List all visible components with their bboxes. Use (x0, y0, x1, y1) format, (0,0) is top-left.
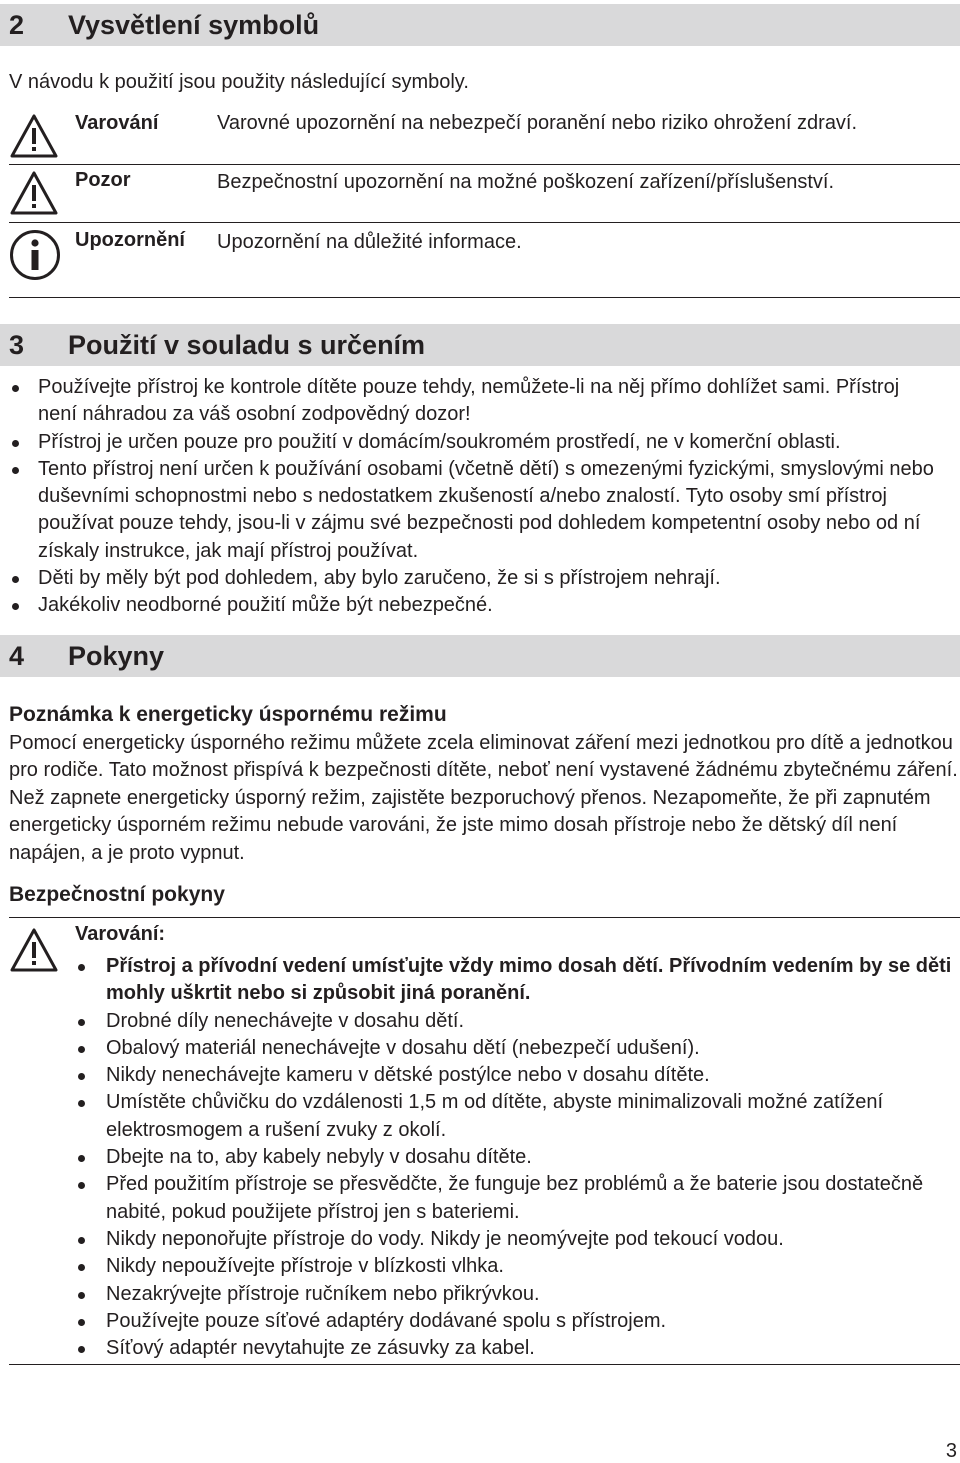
list-item: Přístroj je určen pouze pro použití v domácím/soukromém prostředí, ne v komerční oblasti. (9, 429, 939, 456)
list-item: Děti by měly být pod dohledem, aby bylo zaručeno, že si s přístrojem nehrají. (9, 565, 939, 592)
warning-label: Varování: (75, 923, 166, 945)
section-number: 3 (9, 329, 25, 360)
energy-mode-text: Pomocí energeticky úsporného režimu můžete zcela eliminovat záření mezi jednotkou pro dítě a jednotkou pro rodiče. Tato možnost přispívá k bezpečnosti dítěte, neboť není vystavené žádnému zbytečnému záření. Než zapnete energeticky úsporný režim, zajistěte bezporuchový přenos. Nezapomeňte, že při zapnutém energeticky úsporném režimu nebude varováni, že jste mimo dosah přístroje nebo že dětský díl není napájen, a je proto vypnut. (9, 732, 958, 864)
symbols-intro: V návodu k použití jsou použity následující symboly. (9, 71, 469, 93)
info-circle-icon (9, 229, 61, 281)
list-item: Tento přístroj není určen k používání osobami (včetně dětí) s omezenými fyzickými, smyslovými nebo duševními schopnostmi nebo s nedostatkem zkušeností a/nebo znalostí. Tyto osoby smí přístroj používat pouze tehdy, jsou-li v zájmu své bezpečnosti pod dohledem kompetentní osoby nebo od ní získaly instrukce, jak mají přístroj používat. (9, 456, 939, 565)
page-number: 3 (945, 1440, 957, 1462)
divider (9, 297, 960, 298)
symbol-row-warning (0, 108, 960, 166)
list-item: Nezakrývejte přístroje ručníkem nebo přikrývkou. (75, 1281, 960, 1308)
section-2-header (0, 4, 960, 46)
section-number: 4 (9, 640, 25, 671)
warning-triangle-icon (9, 927, 59, 973)
list-item: Drobné díly nenechávejte v dosahu dětí. (75, 1008, 960, 1035)
list-item: Přístroj a přívodní vedení umísťujte vždy mimo dosah dětí. Přívodním vedením by se děti mohly uškrtit nebo si způsobit jiná poranění. (75, 953, 960, 1008)
section-title: Vysvětlení symbolů (68, 9, 320, 40)
symbol-description: Bezpečnostní upozornění na možné poškození zařízení/příslušenství. (217, 171, 835, 193)
symbol-label: Upozornění (75, 229, 185, 251)
list-item: Dbejte na to, aby kabely nebyly v dosahu dítěte. (75, 1144, 960, 1171)
warning-triangle-icon (9, 170, 59, 216)
intended-use-list (9, 374, 939, 620)
safety-heading: Bezpečnostní pokyny (9, 883, 225, 906)
divider (9, 1364, 960, 1365)
list-item: Síťový adaptér nevytahujte ze zásuvky za kabel. (75, 1335, 960, 1362)
energy-mode-heading: Poznámka k energeticky úspornému režimu (9, 703, 447, 726)
list-item: Používejte pouze síťové adaptéry dodávané spolu s přístrojem. (75, 1308, 960, 1335)
symbol-label: Pozor (75, 169, 131, 191)
divider (9, 222, 960, 223)
section-number: 2 (9, 9, 25, 40)
symbol-row-notice (0, 225, 960, 283)
list-item: Nikdy neponořujte přístroje do vody. Nikdy je neomývejte pod tekoucí vodou. (75, 1226, 960, 1253)
list-item: Před použitím přístroje se přesvědčte, že funguje bez problémů a že baterie jsou dostatečně nabité, pokud použijete přístroj jen s bateriemi. (75, 1171, 960, 1226)
divider (9, 917, 960, 918)
list-item: Umístěte chůvičku do vzdálenosti 1,5 m od dítěte, abyste minimalizovali možné zatížení elektrosmogem a rušení zvuky z okolí. (75, 1089, 960, 1144)
list-item: Obalový materiál nenechávejte v dosahu dětí (nebezpečí udušení). (75, 1035, 960, 1062)
symbol-description: Varovné upozornění na nebezpečí poranění nebo riziko ohrožení zdraví. (217, 112, 858, 134)
section-title: Použití v souladu s určením (68, 329, 426, 360)
safety-warnings-list (75, 953, 960, 1362)
list-item: Nikdy nepoužívejte přístroje v blízkosti vlhka. (75, 1253, 960, 1280)
warning-triangle-icon (9, 113, 59, 159)
section-title: Pokyny (68, 640, 165, 671)
symbol-row-caution (0, 166, 960, 224)
symbol-description: Upozornění na důležité informace. (217, 231, 522, 253)
section-3-header (0, 324, 960, 366)
section-4-header (0, 635, 960, 677)
list-item: Jakékoliv neodborné použití může být nebezpečné. (9, 592, 939, 619)
list-item: Nikdy nenechávejte kameru v dětské postýlce nebo v dosahu dítěte. (75, 1062, 960, 1089)
list-item: Používejte přístroj ke kontrole dítěte pouze tehdy, nemůžete-li na něj přímo dohlížet sami. Přístroj není náhradou za váš osobní zodpovědný dozor! (9, 374, 939, 429)
divider (9, 164, 960, 165)
symbol-label: Varování (75, 112, 159, 134)
